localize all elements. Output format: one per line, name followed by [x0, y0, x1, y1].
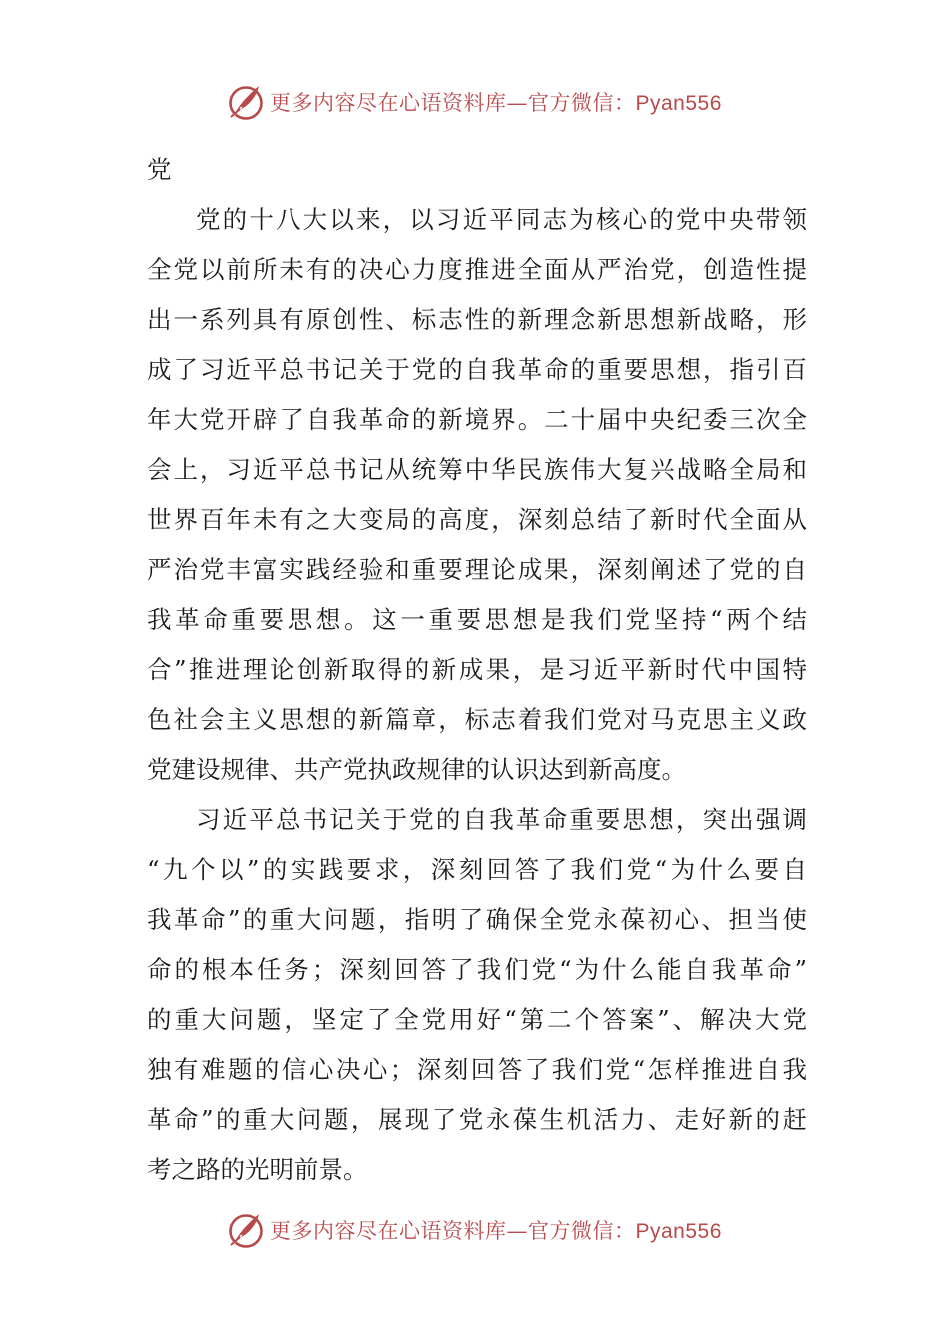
feather-pen-logo-icon: [226, 1210, 266, 1250]
text-line: 独有难题的信心决心；深刻回答了我们党“怎样推进自我: [147, 1055, 807, 1084]
watermark-text: [270, 87, 722, 117]
watermark-text: [270, 1215, 722, 1245]
text-line: 的重大问题，坚定了全党用好“第二个答案”、解决大党: [147, 1005, 807, 1034]
text-line: 出一系列具有原创性、标志性的新理念新思想新战略，形: [147, 305, 807, 334]
watermark-prefix: 更多内容尽在心语资料库—官方微信：: [270, 91, 636, 115]
feather-pen-logo-icon: [226, 82, 266, 122]
header-watermark: [226, 80, 722, 124]
footer-watermark: [226, 1208, 722, 1252]
text-line: 习近平总书记关于党的自我革命重要思想，突出强调: [196, 805, 807, 834]
text-line: 党的十八大以来，以习近平同志为核心的党中央带领: [196, 205, 807, 234]
text-line: 命的根本任务；深刻回答了我们党“为什么能自我革命”: [147, 955, 807, 984]
text-line: 合”推进理论创新取得的新成果，是习近平新时代中国特: [147, 655, 807, 684]
watermark-prefix: 更多内容尽在心语资料库—官方微信：: [270, 1219, 636, 1243]
text-line: 会上，习近平总书记从统筹中华民族伟大复兴战略全局和: [147, 455, 807, 484]
document-body: [147, 145, 807, 1195]
text-line: 色社会主义思想的新篇章，标志着我们党对马克思主义政: [147, 705, 807, 734]
text-line: 考之路的光明前景。: [147, 1155, 368, 1184]
watermark-handle: Pyan556: [635, 92, 722, 115]
text-line: “九个以”的实践要求，深刻回答了我们党“为什么要自: [147, 855, 807, 884]
text-line: 严治党丰富实践经验和重要理论成果，深刻阐述了党的自: [147, 555, 807, 584]
text-line: 党建设规律、共产党执政规律的认识达到新高度。: [147, 755, 686, 784]
text-line: 党: [147, 155, 172, 184]
text-line: 世界百年未有之大变局的高度，深刻总结了新时代全面从: [147, 505, 807, 534]
text-line: 全党以前所未有的决心力度推进全面从严治党，创造性提: [147, 255, 807, 284]
watermark-handle: Pyan556: [635, 1220, 722, 1243]
text-line: 革命”的重大问题，展现了党永葆生机活力、走好新的赶: [147, 1105, 807, 1134]
text-line: 成了习近平总书记关于党的自我革命的重要思想，指引百: [147, 355, 807, 384]
text-line: 年大党开辟了自我革命的新境界。二十届中央纪委三次全: [147, 405, 807, 434]
text-line: 我革命重要思想。这一重要思想是我们党坚持“两个结: [147, 605, 807, 634]
text-line: 我革命”的重大问题，指明了确保全党永葆初心、担当使: [147, 905, 807, 934]
